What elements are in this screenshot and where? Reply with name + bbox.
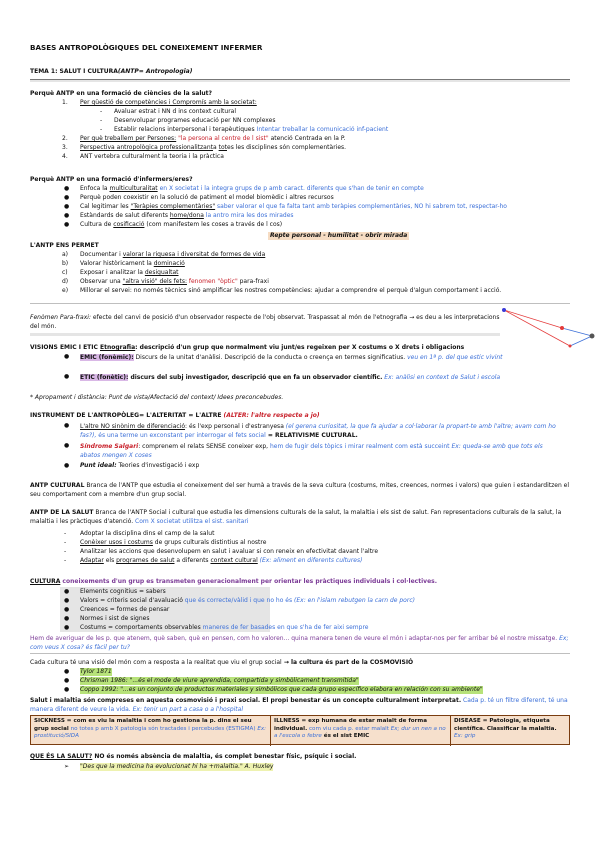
list-number: 4. bbox=[62, 153, 68, 160]
alterity-item: L'altre NO sinònim de diferenciació: és l'exp personal i d'estranyesa (el gerena curiositat, la que fa ajudar a col·laborar la propart-te amb l'altre; avam com ho fas?), és una terme un exconstant per interrogar el fets social = RELATIVISME CULTURAL. bbox=[80, 423, 556, 439]
quote-tylor: Tylor 1871 bbox=[80, 668, 112, 675]
list-letter: e) bbox=[62, 287, 69, 294]
bullet-icon: ● bbox=[64, 194, 70, 201]
list-item: Costums = comportaments observables maneres de fer basades en que s'ha de fer aixi sempre bbox=[80, 624, 369, 631]
bullet-icon: ● bbox=[64, 353, 70, 360]
list-item: Perspectiva antropològica professionalitzanta totes les disciplines són complementàries. bbox=[80, 144, 347, 151]
parallax-diagram bbox=[500, 300, 596, 350]
footnote: * Apropament i distància: Punt de vista/Afectació del context/ Idees preconcebudes. bbox=[30, 394, 284, 401]
list-item: Documentar i valorar la riquesa i diversitat de formes de vida bbox=[80, 251, 266, 258]
health-definition: QUE ÉS LA SALUT? NO és només absència de malaltia, és complet benestar físic, psíquic i social. bbox=[30, 753, 357, 760]
list-item: Estàndards de salut diferents home/dona la antro mira les dos mirades bbox=[80, 212, 294, 219]
bullet-icon: ● bbox=[64, 677, 70, 684]
list-subitem: Establir relacions interpersonal i terapèutiques Intentar treballar la comunicació inf-pacient bbox=[114, 126, 389, 133]
list-item: Valors = criteris social d'avaluació que és correcte/vàlid i que no ho és (Ex: en l'islam rebutgen la carn de porc) bbox=[80, 597, 415, 604]
culture-summary: Hem de averiguar de les p. que atenem, què saben, què en pensen, com ho valoren... quina manera tenen de veure el món i adaptar-nos per fer arribar bé el nostre missatge. Ex; com veus X cosa? és fàcil per tu? bbox=[30, 635, 569, 651]
arrow-bullet-icon: ➢ bbox=[64, 763, 70, 770]
ideal-item: Punt ideal: Teories d'investigació i exp bbox=[80, 462, 200, 469]
bullet-icon: ● bbox=[64, 373, 70, 380]
list-letter: d) bbox=[62, 278, 69, 285]
section-question-health: Perquè ANTP en una formació de ciències de la salut? bbox=[30, 90, 213, 97]
list-subitem: Avaluar estrat i NN d ins context cultural bbox=[114, 108, 237, 115]
etic-item: ETIC (fonètic): discurs del subj investigador, descripció que en fa un observador científic. Ex: anàlisi en context de Salut i escola bbox=[80, 374, 501, 381]
quote-chrisman: Chrisman 1986: "...és el mode de viure aprendida, compartida y simbòlicament transmitida" bbox=[80, 677, 359, 684]
bullet-icon: ● bbox=[64, 203, 70, 210]
bullet-icon: ● bbox=[64, 422, 70, 429]
highlight-note: Repte personal - humilitat - obrir mirada bbox=[270, 232, 408, 239]
list-letter: c) bbox=[62, 269, 68, 276]
list-letter: b) bbox=[62, 260, 69, 267]
salgari-item: Síndrome Salgari: comprenem el relats SENSE coneixer exp, hem de fugir dels tòpics i mirar realment com està succeint Ex: queda-se amb que tots els abatos mengen X coses bbox=[80, 443, 543, 459]
topic-divider-shadow bbox=[30, 80, 570, 82]
bullet-icon: ● bbox=[64, 615, 70, 622]
topic-heading: TEMA 1: SALUT I CULTURA(ANTP= Antropologia) bbox=[30, 68, 193, 75]
sickness-cell: SICKNESS = com es viu la malaltia i com ho gestiona la p. dins el seu grup social no totes p amb X patologia són tractades i percebudes (ESTIGMA) Ex: prostitució/SIDA bbox=[31, 716, 271, 746]
list-item: Normes i sist de signes bbox=[80, 615, 150, 622]
quote-coppo: Coppo 1992: "...es un conjunto de productos materiales y simbólicos que cada grupo específico elabora en relación con su ambiente" bbox=[80, 686, 483, 693]
dash-marker: - bbox=[100, 117, 103, 124]
bullet-icon: ● bbox=[64, 668, 70, 675]
emic-item: EMIC (fonèmic): Discurs de la unitat d'anàlisi. Descripció de la conducta o creença en termes significatius. veu en 1ª p. del que estic vivint bbox=[80, 354, 503, 361]
culture-definition: CULTURA coneixements d'un grup es transmeten generacionalment per orientar les pràctiques individuals i col·lectives. bbox=[30, 578, 437, 585]
list-item: Enfoca la multiculturalitat en X societat i la integra grups de p amb caract. diferents que s'han de tenir en compte bbox=[80, 185, 424, 192]
bullet-icon: ● bbox=[64, 462, 70, 469]
list-item: Elements cognitius = sabers bbox=[80, 588, 166, 595]
list-item: ANT vertebra culturalment la teoria i la pràctica bbox=[80, 153, 224, 160]
document-title: BASES ANTROPOLÒGIQUES DEL CONEIXEMENT INFERMER bbox=[30, 43, 263, 52]
huxley-quote: "Des que la medicina ha evolucionat hi ha +malaltia." A. Huxley bbox=[80, 763, 274, 770]
list-item: Conèixer usos i costums de grups culturals distintius al nostre bbox=[80, 539, 267, 546]
dash-marker: - bbox=[100, 126, 103, 133]
section-question-nurses: Perquè ANTP en una formació d'infermers/eres? bbox=[30, 176, 193, 183]
bullet-icon: ● bbox=[64, 185, 70, 192]
disease-cell: DISEASE = Patologia, etiqueta científica. Classificar la malaltia. Ex: grip bbox=[454, 718, 557, 739]
list-item: Analitzar les accions que desenvolupem en salut i avaluar si con reneix en efectivitat davant l'altre bbox=[80, 548, 379, 555]
bullet-icon: ● bbox=[64, 597, 70, 604]
bullet-icon: ● bbox=[64, 442, 70, 449]
bullet-icon: ● bbox=[64, 588, 70, 595]
list-number: 3. bbox=[62, 144, 68, 151]
section-heading-permet: L'ANTP ENS PERMET bbox=[30, 242, 99, 249]
list-item: Per qüestió de competències i Compromís amb la societat: bbox=[80, 99, 257, 106]
section-divider bbox=[30, 303, 570, 304]
dash-marker: - bbox=[64, 557, 67, 564]
list-item: Millorar el servei: no només tècnics sinó amplificar les nostres competències: ajudar a comprendre el perquè d'algun comportament i acció. bbox=[80, 287, 502, 294]
list-item: Cultura de cosificació (com manifestem les coses a través de l cos) bbox=[80, 221, 283, 228]
list-number: 1. bbox=[62, 99, 68, 106]
section-divider bbox=[30, 653, 570, 654]
emic-etic-heading: VISIONS EMIC I ETIC Etnografia: descripció d'un grup que normalment viu junt/es regeixen per X costums o X drets i obligacions bbox=[30, 344, 465, 351]
bullet-icon: ● bbox=[64, 624, 70, 631]
list-item: Creences = formes de pensar bbox=[80, 606, 170, 613]
dash-marker: - bbox=[100, 108, 103, 115]
parallax-definition: Fenòmen Para-fraxi: efecte del canvi de posició d'un observador respecte de l'obj observat. Traspassat al món de l'etnografia → es deu a les interpretacions del món. bbox=[30, 314, 500, 330]
health-cosmovision-paragraph: Salut i malaltia són compreses en aquesta cosmovisió i praxi social. El propi benestar és un concepte culturalment interpretat. Cada p. té un filtre diferent, té una manera diferent de veure la vida. Ex: tenir un part a casa o a l'hospital bbox=[30, 697, 568, 713]
list-item: Adaptar els programes de salut a diferents context cultural (Ex: aliment en diferents cultures) bbox=[80, 557, 363, 564]
list-subitem: Desenvolupar programes educació per NN complexes bbox=[114, 117, 276, 124]
list-item: Adoptar la disciplina dins el camp de la salut bbox=[80, 530, 215, 537]
illness-cell: ILLNESS = exp humana de estar malalt de forma individual. com viu cada p. estar malalt Ex; dur un nen a no a l'escola o febre és el sist EMIC bbox=[271, 716, 451, 746]
dash-marker: - bbox=[64, 530, 67, 537]
list-item: Per què treballem per Persones: "la persona al centre de l sist" atenció Centrada en la P. bbox=[80, 135, 346, 142]
alterity-heading: INSTRUMENT DE L'ANTROPÒLEG= L'ALTERITAT = L'ALTRE (ALTER: l'altre respecte a jo) bbox=[30, 412, 320, 419]
bullet-icon: ● bbox=[64, 221, 70, 228]
bullet-icon: ● bbox=[64, 606, 70, 613]
list-item: Cal legitimar les "Teràpies complementàries" saber valorar el que fa falta tant amb teràpies complementàries, NO hi sabrem tot, respectar-ho bbox=[80, 203, 507, 210]
bullet-icon: ● bbox=[64, 212, 70, 219]
list-number: 2. bbox=[62, 135, 68, 142]
cultural-anthropology-definition: ANTP CULTURAL Branca de l'ANTP que estudia el coneixement del ser humà a través de la seva cultura (costums, mites, creences, normes i valors) que guien i estandarditzen el seu comportament com a membre d'un grup social. bbox=[30, 482, 570, 498]
list-letter: a) bbox=[62, 251, 69, 258]
dash-marker: - bbox=[64, 539, 67, 546]
illness-concepts-table bbox=[30, 715, 570, 745]
dash-marker: - bbox=[64, 548, 67, 555]
list-item: Observar una "altra visió" dels fets: fenomen "òptic" para-fraxi bbox=[80, 278, 269, 285]
cosmovision-intro: Cada cultura té una visió del món com a resposta a la realitat que viu el grup social → la cultura és part de la COSMOVISIÓ bbox=[30, 659, 414, 666]
bullet-icon: ● bbox=[64, 686, 70, 693]
list-item: Perquè poden coexistir en la solució de patiment el model biomèdic i altres recursos bbox=[80, 194, 334, 201]
list-item: Valorar històricament la dominació bbox=[80, 260, 185, 267]
health-anthropology-definition: ANTP DE LA SALUT Branca de l'ANTP Social i cultural que estudia les dimensions culturals de la salut, la malaltia i els sist de salut. Fan representacions culturals de la salut, la malaltia i les pràctiques d'atenció. Com X societat utilitza el sist. sanitari bbox=[30, 509, 562, 525]
list-item: Exposar i analitzar la desigualtat bbox=[80, 269, 179, 276]
divider-shade bbox=[30, 333, 500, 336]
